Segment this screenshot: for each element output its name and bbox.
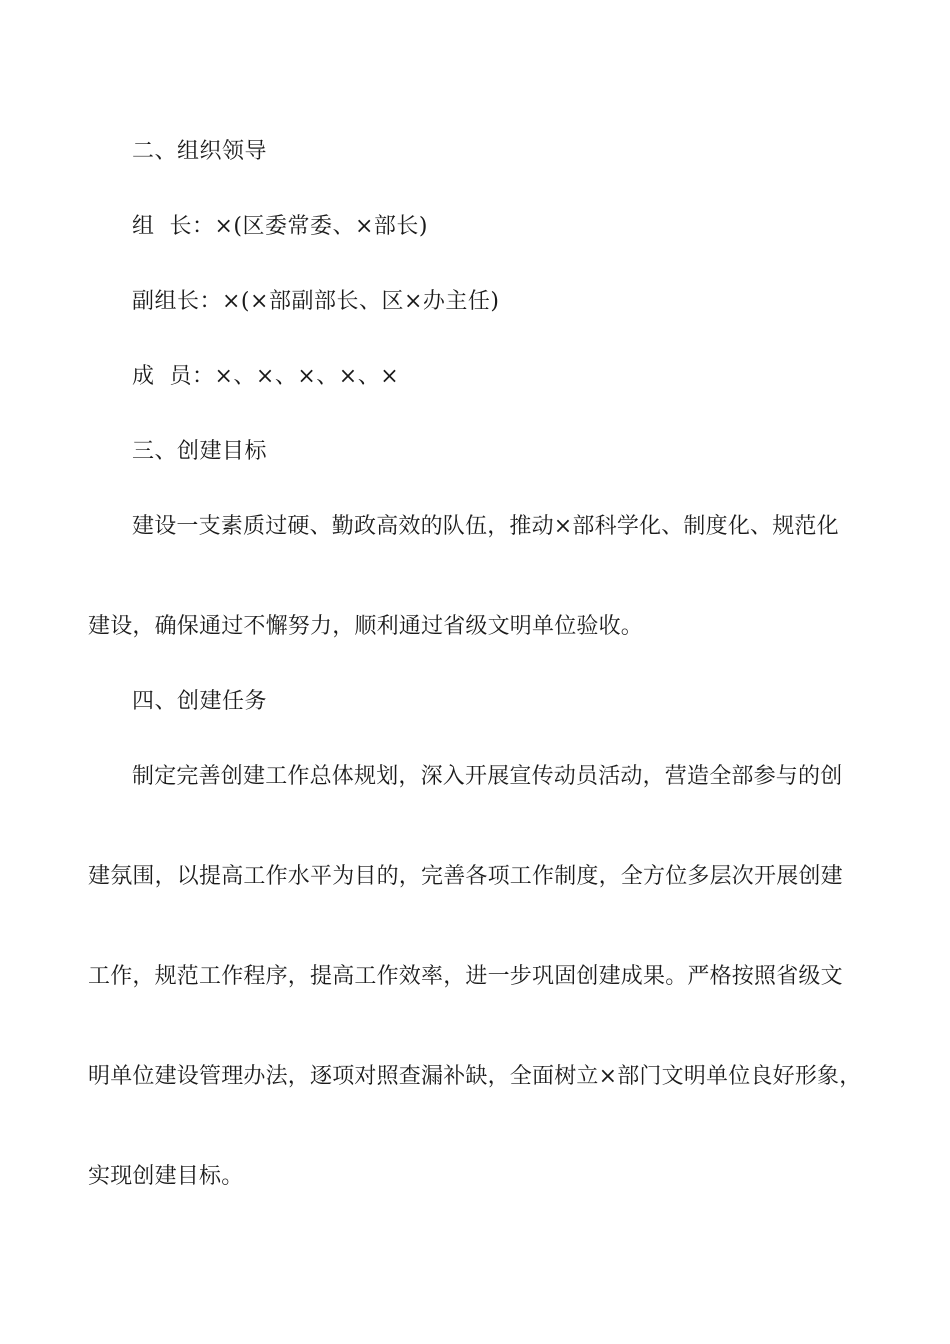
- members-line: 成 员：×、×、×、×、×: [132, 364, 400, 389]
- goal-paragraph-line: 建设一支素质过硬、勤政高效的队伍，推动×部科学化、制度化、规范化: [132, 514, 839, 539]
- task-paragraph-line: 明单位建设管理办法，逐项对照查漏补缺，全面树立×部门文明单位良好形象，: [88, 1064, 862, 1089]
- deputy-leader-line: 副组长：×(×部副部长、区×办主任): [132, 289, 500, 314]
- leader-line: 组 长：×(区委常委、×部长): [132, 214, 429, 239]
- task-paragraph-line: 工作，规范工作程序，提高工作效率，进一步巩固创建成果。严格按照省级文: [88, 964, 843, 989]
- section-heading-organization: 二、组织领导: [132, 139, 268, 164]
- task-paragraph-line: 制定完善创建工作总体规划，深入开展宣传动员活动，营造全部参与的创: [132, 764, 843, 789]
- section-heading-task: 四、创建任务: [132, 689, 268, 714]
- task-paragraph-line: 实现创建目标。: [88, 1164, 244, 1189]
- goal-paragraph-line: 建设，确保通过不懈努力，顺利通过省级文明单位验收。: [88, 614, 644, 639]
- task-paragraph-line: 建氛围，以提高工作水平为目的，完善各项工作制度，全方位多层次开展创建: [88, 864, 843, 889]
- section-heading-goal: 三、创建目标: [132, 439, 268, 464]
